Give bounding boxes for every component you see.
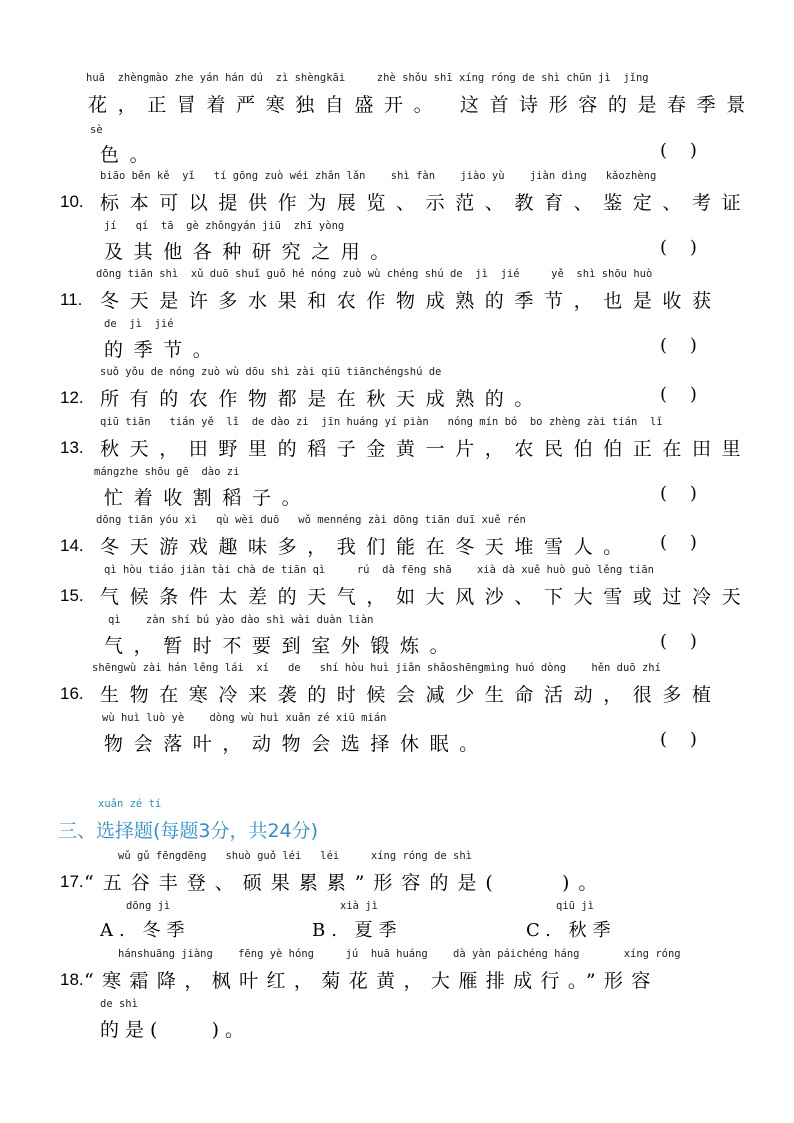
option-c-pinyin: qiū jì [556, 900, 594, 912]
pinyin-line: dōng tiān yóu xì qù wèi duō wǒ mennéng zài dōng tiān duī xuě rén [96, 514, 526, 526]
question-number: 15. [60, 586, 84, 605]
question-text: 气，暂时不要到室外锻炼。 [104, 635, 460, 657]
question-number: 11. [60, 290, 83, 309]
pinyin-line: sè [90, 124, 103, 136]
question-text: 冬天游戏趣味多，我们能在冬天堆雪人。 [100, 536, 633, 558]
question-text: 秋天，田野里的稻子金黄一片，农民伯伯正在田里 [100, 438, 752, 460]
answer-blank[interactable]: ( ) [660, 335, 697, 356]
pinyin-line: mángzhe shōu gē dào zi [94, 466, 240, 478]
answer-blank[interactable]: ( ) [660, 729, 697, 750]
question-number: 12. [60, 388, 84, 407]
question-text: 色。 [100, 144, 160, 166]
question-text: 的是( )。 [100, 1019, 250, 1041]
question-text: 冬天是许多水果和农作物成熟的季节，也是收获 [100, 290, 722, 312]
pinyin-line: shēngwù zài hán lěng lái xí de shí hòu huì jiǎn shǎoshēngmìng huó dòng hěn duō zhí [92, 662, 661, 674]
pinyin-line: qì hòu tiáo jiàn tài chà de tiān qì rú dà fēng shā xià dà xuě huò guò lěng tiān [104, 564, 654, 576]
question-number: 10. [60, 192, 84, 211]
pinyin-line: suǒ yǒu de nóng zuò wù dōu shì zài qiū tiānchéngshú de [100, 366, 442, 378]
question-text: 物会落叶，动物会选择休眠。 [104, 733, 489, 755]
answer-blank[interactable]: ( ) [660, 140, 697, 161]
question-text: 所有的农作物都是在秋天成熟的。 [100, 388, 545, 410]
pinyin-line: hánshuāng jiàng fēng yè hóng jú huā huáng dà yàn páichéng háng xíng róng [118, 948, 681, 960]
question-text: 标本可以提供作为展览、示范、教育、鉴定、考证 [100, 192, 752, 214]
question-text: “五谷丰登、硕果累累”形容的是( )。 [84, 872, 607, 894]
answer-blank[interactable]: ( ) [660, 384, 697, 405]
question-text: 花，正冒着严寒独自盛开。 这首诗形容的是春季景 [88, 94, 756, 116]
answer-blank[interactable]: ( ) [660, 532, 697, 553]
section-title: 三、选择题(每题3分，共24分) [58, 820, 319, 842]
pinyin-line: biāo běn kě yǐ tí gōng zuò wéi zhǎn lǎn shì fàn jiào yù jiàn dìng kǎozhèng [100, 170, 657, 182]
question-number: 14. [60, 536, 84, 555]
question-number: 16. [60, 684, 84, 703]
option-c[interactable]: C. 秋季 [526, 920, 617, 941]
pinyin-line: qì zàn shí bú yào dào shì wài duàn liàn [108, 614, 374, 626]
question-number: 13. [60, 438, 84, 457]
answer-blank[interactable]: ( ) [660, 483, 697, 504]
question-text: 及其他各种研究之用。 [104, 241, 401, 263]
question-text: 气候条件太差的天气，如大风沙、下大雪或过冷天 [100, 586, 752, 608]
option-a[interactable]: A. 冬季 [100, 920, 191, 941]
section-title-pinyin: xuǎn zé tí [98, 798, 162, 810]
pinyin-line: wǔ gǔ fēngdēng shuò guǒ léi léi xíng róng de shì [118, 850, 473, 862]
question-text: 忙着收割稻子。 [104, 487, 312, 509]
pinyin-line: huā zhèngmào zhe yán hán dú zì shèngkāi zhè shǒu shī xíng róng de shì chūn jì jǐng [86, 72, 649, 84]
pinyin-line: de shì [100, 998, 138, 1010]
answer-blank[interactable]: ( ) [660, 237, 697, 258]
pinyin-line: de jì jié [104, 318, 174, 330]
pinyin-line: qiū tiān tián yě lǐ de dào zi jīn huáng yí piàn nóng mín bó bo zhèng zài tián lǐ [100, 416, 663, 428]
question-text: 生物在寒冷来袭的时候会减少生命活动，很多植 [100, 684, 722, 706]
question-number: 17. [60, 872, 84, 891]
question-text: “寒霜降，枫叶红，菊花黄，大雁排成行。”形容 [84, 970, 659, 992]
answer-blank[interactable]: ( ) [660, 631, 697, 652]
question-text: 的季节。 [104, 339, 223, 361]
option-a-pinyin: dōng jì [126, 900, 171, 912]
pinyin-line: dōng tiān shì xǔ duō shuǐ guǒ hé nóng zuò wù chéng shú de jì jié yě shì shōu huò [96, 268, 653, 280]
option-b[interactable]: B. 夏季 [312, 920, 403, 941]
option-b-pinyin: xià jì [340, 900, 378, 912]
question-number: 18. [60, 970, 84, 989]
pinyin-line: jí qí tā gè zhǒngyán jiū zhī yòng [104, 220, 345, 232]
pinyin-line: wù huì luò yè dòng wù huì xuǎn zé xiū mián [102, 712, 387, 724]
